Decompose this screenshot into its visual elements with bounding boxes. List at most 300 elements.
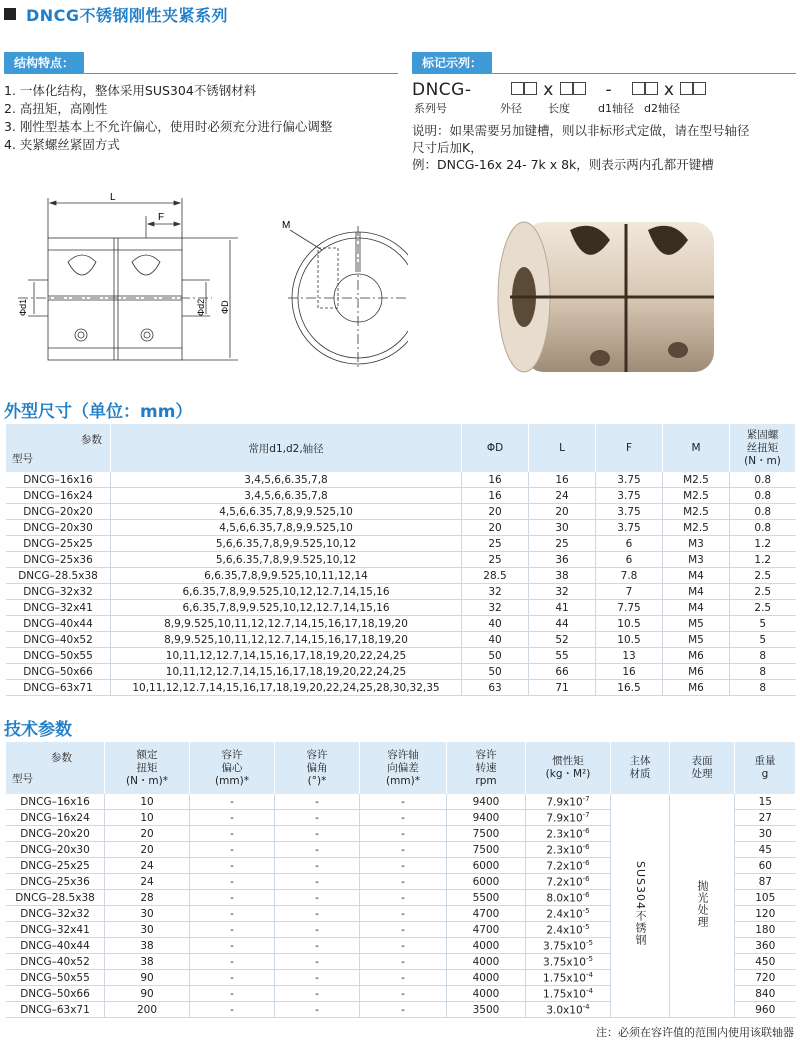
model-cell: DNCG–50x66 xyxy=(6,986,105,1002)
inertia-cell xyxy=(526,938,611,954)
dims-cell: 41 xyxy=(529,600,596,616)
note-line: 说明：如果需要另加键槽，则以非标形式定做，请在型号轴径 xyxy=(412,123,750,138)
note-line: 例：DNCG-16x 24- 7k x 8k，则表示两内孔都开键槽 xyxy=(412,157,714,172)
model-cell: DNCG–16x24 xyxy=(6,810,105,826)
label-d1: d1轴径 xyxy=(598,102,634,115)
dims-cell: 2.5 xyxy=(754,585,772,598)
header-line: 丝扭矩 xyxy=(746,441,779,454)
weight-cell: 27 xyxy=(735,810,796,826)
header-inertia xyxy=(526,742,611,794)
tech-cell: 24 xyxy=(105,858,190,874)
inertia-base: 2.3x10 xyxy=(546,828,583,841)
code-x: x xyxy=(543,80,554,100)
footnote: 注：必须在容许值的范围内使用该联轴器 xyxy=(596,1026,794,1039)
dims-cell: 8 xyxy=(759,665,767,678)
tech-cell: 4000 xyxy=(447,970,526,986)
inertia-exponent: -6 xyxy=(582,826,590,835)
tech-cell: - xyxy=(360,858,447,874)
weight-cell: 30 xyxy=(735,826,796,842)
inertia-exponent: -5 xyxy=(585,954,593,963)
dims-cell: 66 xyxy=(529,664,596,680)
dims-cell: 32 xyxy=(529,584,596,600)
inertia-base: 7.9x10 xyxy=(546,812,583,825)
dims-cell: M4 xyxy=(663,584,730,600)
header-weight xyxy=(735,742,796,794)
dims-row xyxy=(6,488,796,504)
dims-cell: M2.5 xyxy=(663,488,730,504)
dims-cell: 71 xyxy=(529,680,596,696)
dims-cell: 10,11,12,12.7,14,15,16,17,18,19,20,22,24,25,28,30,32,35 xyxy=(111,680,462,696)
dims-cell: M2.5 xyxy=(663,504,730,520)
tech-cell: - xyxy=(275,954,360,970)
dims-cell: 1.2 xyxy=(754,553,772,566)
label-length: 长度 xyxy=(548,102,570,115)
model-cell: DNCG–25x36 xyxy=(6,874,105,890)
dims-cell: 10,11,12,12.7,14,15,16,17,18,19,20,22,24,25 xyxy=(111,664,462,680)
tech-cell: 3500 xyxy=(447,1002,526,1018)
dim-d2-label: Φd2 xyxy=(196,298,206,316)
box-icon xyxy=(645,82,658,95)
tech-cell: 30 xyxy=(105,906,190,922)
dims-header-row xyxy=(6,424,796,472)
label-od: 外径 xyxy=(500,102,522,115)
header-rpm xyxy=(447,742,526,794)
tech-cell: 6000 xyxy=(447,874,526,890)
dims-cell: 7.75 xyxy=(596,600,663,616)
tech-cell: - xyxy=(275,826,360,842)
tech-cell: 4000 xyxy=(447,954,526,970)
weight-cell: 15 xyxy=(735,794,796,810)
dims-cell: 10,11,12,12.7,14,15,16,17,18,19,20,22,24,25 xyxy=(111,648,462,664)
inertia-cell xyxy=(526,794,611,810)
dims-cell: 36 xyxy=(529,552,596,568)
inertia-cell xyxy=(526,810,611,826)
header-shaft: 常用d1,d2,轴径 xyxy=(111,424,462,472)
inertia-exponent: -6 xyxy=(582,842,590,851)
dims-cell: 5 xyxy=(759,633,767,646)
header-line: 处理 xyxy=(691,768,713,780)
example-divider xyxy=(492,73,796,74)
dims-row xyxy=(6,568,796,584)
end-view-drawing xyxy=(268,212,408,372)
dims-cell: 52 xyxy=(529,632,596,648)
dims-cell: 3.75 xyxy=(596,472,663,488)
tech-cell: - xyxy=(360,874,447,890)
header-line: (N・m) xyxy=(744,454,781,467)
corner-bottom: 型号 xyxy=(12,453,33,465)
model-cell: DNCG–32x41 xyxy=(6,922,105,938)
tech-cell: 7500 xyxy=(447,826,526,842)
tech-cell: - xyxy=(275,874,360,890)
example-section xyxy=(412,52,796,173)
inertia-base: 7.2x10 xyxy=(546,876,583,889)
features-badge: 结构特点： xyxy=(4,52,84,74)
inertia-cell xyxy=(526,986,611,1002)
model-cell: DNCG–40x44 xyxy=(6,616,111,632)
example-badge: 标记示列： xyxy=(412,52,492,74)
box-icon xyxy=(524,82,537,95)
model-cell: DNCG–28.5x38 xyxy=(6,568,111,584)
tech-cell: - xyxy=(275,1002,360,1018)
inertia-exponent: -6 xyxy=(582,874,590,883)
tech-cell: - xyxy=(190,970,275,986)
tech-cell: - xyxy=(190,826,275,842)
tech-cell: - xyxy=(190,954,275,970)
inertia-base: 2.4x10 xyxy=(546,908,583,921)
dims-cell: 6 xyxy=(596,552,663,568)
header-line: 转速 xyxy=(475,761,497,774)
weight-cell: 180 xyxy=(735,922,796,938)
dims-cell: 32 xyxy=(462,584,529,600)
header-line: 偏心 xyxy=(221,761,243,774)
dims-cell: 44 xyxy=(529,616,596,632)
model-cell: DNCG–16x16 xyxy=(6,472,111,488)
header-line: rpm xyxy=(475,774,497,787)
tech-cell: - xyxy=(360,938,447,954)
header-D: ΦD xyxy=(462,424,529,472)
header-line: g xyxy=(761,768,769,780)
tech-cell: - xyxy=(360,970,447,986)
weight-cell: 120 xyxy=(735,906,796,922)
header-line: 材质 xyxy=(629,768,651,780)
dims-row xyxy=(6,632,796,648)
inertia-cell xyxy=(526,922,611,938)
inertia-base: 7.2x10 xyxy=(546,860,583,873)
dims-row xyxy=(6,664,796,680)
dims-cell: 3.75 xyxy=(596,520,663,536)
dims-cell: 3.75 xyxy=(596,504,663,520)
dims-row xyxy=(6,520,796,536)
tech-cell: - xyxy=(275,810,360,826)
inertia-base: 1.75x10 xyxy=(543,988,586,1001)
tech-cell: - xyxy=(190,842,275,858)
tech-cell: 90 xyxy=(105,970,190,986)
dims-cell: 6,6.35,7,8,9,9.525,10,11,12,14 xyxy=(111,568,462,584)
dims-row xyxy=(6,536,796,552)
dims-cell: 0.8 xyxy=(754,489,772,502)
dims-cell: 8,9,9.525,10,11,12,12.7,14,15,16,17,18,19,20 xyxy=(111,616,462,632)
inertia-base: 3.75x10 xyxy=(543,956,586,969)
tech-cell: 4700 xyxy=(447,906,526,922)
dims-cell: 40 xyxy=(462,632,529,648)
dims-cell: 5,6,6.35,7,8,9,9.525,10,12 xyxy=(111,552,462,568)
features-divider xyxy=(84,73,398,74)
dims-cell: 1.2 xyxy=(754,537,772,550)
dims-row xyxy=(6,680,796,696)
header-line: 重量 xyxy=(754,755,776,767)
tech-cell: - xyxy=(275,906,360,922)
page-title-row xyxy=(4,4,228,24)
dims-cell: 8,9,9.525,10,11,12,12.7,14,15,16,17,18,19,20 xyxy=(111,632,462,648)
dims-row xyxy=(6,472,796,488)
dims-cell: 20 xyxy=(529,504,596,520)
inertia-exponent: -6 xyxy=(582,890,590,899)
dims-row xyxy=(6,648,796,664)
header-line: 容许 xyxy=(306,748,328,761)
weight-cell: 720 xyxy=(735,970,796,986)
dims-heading: 外型尺寸（单位：mm） xyxy=(4,402,193,422)
header-line: 向偏差 xyxy=(387,761,419,774)
title-square-icon xyxy=(4,8,16,20)
header-line: 主体 xyxy=(629,755,651,767)
dims-corner-header xyxy=(6,424,111,472)
tech-cell: 200 xyxy=(105,1002,190,1018)
dims-cell: 25 xyxy=(462,536,529,552)
dims-cell: 0.8 xyxy=(754,505,772,518)
box-icon xyxy=(560,82,573,95)
material-cell xyxy=(611,794,670,1018)
corner-top: 参数 xyxy=(51,752,72,764)
tech-cell: - xyxy=(360,794,447,810)
tech-cell: - xyxy=(275,922,360,938)
dim-L-label: L xyxy=(110,192,116,203)
tech-cell: - xyxy=(360,954,447,970)
model-cell: DNCG–40x52 xyxy=(6,632,111,648)
dims-cell: 40 xyxy=(462,616,529,632)
box-icon xyxy=(680,82,693,95)
dims-cell: M5 xyxy=(663,632,730,648)
header-L: L xyxy=(529,424,596,472)
header-line: (mm)* xyxy=(215,774,249,787)
tech-cell: 9400 xyxy=(447,794,526,810)
dims-cell: M6 xyxy=(663,664,730,680)
tech-cell: 24 xyxy=(105,874,190,890)
model-cell: DNCG–20x30 xyxy=(6,842,105,858)
inertia-cell xyxy=(526,1002,611,1018)
dim-d1-label: Φd1 xyxy=(18,298,28,316)
tech-cell: 4700 xyxy=(447,922,526,938)
code-dash: - xyxy=(605,80,613,100)
header-screw-torque xyxy=(730,424,796,472)
dims-cell: 20 xyxy=(462,520,529,536)
header-line: (°)* xyxy=(307,774,327,787)
label-d2: d2轴径 xyxy=(644,102,680,115)
dims-cell: 28.5 xyxy=(462,568,529,584)
tech-cell: - xyxy=(190,810,275,826)
tech-cell: - xyxy=(360,826,447,842)
box-icon xyxy=(573,82,586,95)
inertia-cell xyxy=(526,906,611,922)
tech-cell: - xyxy=(190,794,275,810)
dims-cell: 50 xyxy=(462,664,529,680)
tech-cell: - xyxy=(190,938,275,954)
header-line: 额定 xyxy=(136,748,158,761)
dims-table xyxy=(6,424,796,696)
tech-cell: 38 xyxy=(105,938,190,954)
dims-cell: 2.5 xyxy=(754,601,772,614)
dims-row xyxy=(6,584,796,600)
tech-cell: 10 xyxy=(105,794,190,810)
tech-cell: - xyxy=(360,922,447,938)
tech-header-row xyxy=(6,742,796,794)
feature-item: 3. 刚性型基本上不允许偏心，使用时必须充分进行偏心调整 xyxy=(4,119,333,134)
header-line: (N・m)* xyxy=(125,774,169,787)
code-prefix: DNCG- xyxy=(412,80,472,100)
tech-cell: 90 xyxy=(105,986,190,1002)
tech-cell: - xyxy=(360,842,447,858)
model-cell: DNCG–20x30 xyxy=(6,520,111,536)
dims-row xyxy=(6,504,796,520)
tech-cell: - xyxy=(190,874,275,890)
dims-cell: 32 xyxy=(462,600,529,616)
inertia-base: 2.3x10 xyxy=(546,844,583,857)
header-line: 容许 xyxy=(221,748,243,761)
dims-cell: 4,5,6,6.35,7,8,9,9.525,10 xyxy=(111,520,462,536)
inertia-cell xyxy=(526,826,611,842)
dims-row xyxy=(6,616,796,632)
header-material xyxy=(611,742,670,794)
header-line: 扭矩 xyxy=(136,761,158,774)
dims-cell: 16 xyxy=(596,664,663,680)
model-cell: DNCG–16x16 xyxy=(6,794,105,810)
dims-cell: 16.5 xyxy=(596,680,663,696)
box-icon xyxy=(511,82,524,95)
code-sub-labels xyxy=(412,100,796,116)
inertia-exponent: -5 xyxy=(582,906,590,915)
example-code xyxy=(412,80,796,100)
header-M: M xyxy=(663,424,730,472)
header-eccentric xyxy=(190,742,275,794)
model-cell: DNCG–50x66 xyxy=(6,664,111,680)
tech-cell: - xyxy=(360,986,447,1002)
dims-cell: 6,6.35,7,8,9,9.525,10,12,12.7,14,15,16 xyxy=(111,584,462,600)
dims-cell: M2.5 xyxy=(663,472,730,488)
inertia-base: 8.0x10 xyxy=(546,892,583,905)
inertia-exponent: -5 xyxy=(582,922,590,931)
model-cell: DNCG–25x25 xyxy=(6,858,105,874)
feature-item: 1. 一体化结构，整体采用SUS304不锈钢材料 xyxy=(4,83,257,98)
tech-cell: - xyxy=(275,970,360,986)
dims-cell: 30 xyxy=(529,520,596,536)
tech-cell: - xyxy=(275,890,360,906)
model-cell: DNCG–50x55 xyxy=(6,970,105,986)
dims-cell: 24 xyxy=(529,488,596,504)
model-cell: DNCG–32x32 xyxy=(6,584,111,600)
model-cell: DNCG–32x41 xyxy=(6,600,111,616)
side-view-drawing xyxy=(10,190,240,375)
weight-cell: 360 xyxy=(735,938,796,954)
dims-cell: M6 xyxy=(663,680,730,696)
tech-cell: 38 xyxy=(105,954,190,970)
dims-cell: M3 xyxy=(663,536,730,552)
tech-cell: 6000 xyxy=(447,858,526,874)
model-cell: DNCG–16x24 xyxy=(6,488,111,504)
header-line: 容许 xyxy=(475,748,497,761)
model-cell: DNCG–25x25 xyxy=(6,536,111,552)
dims-cell: 8 xyxy=(759,681,767,694)
code-x: x xyxy=(663,80,675,100)
dims-row xyxy=(6,600,796,616)
model-cell: DNCG–20x20 xyxy=(6,826,105,842)
dims-cell: 0.8 xyxy=(754,521,772,534)
tech-cell: - xyxy=(190,922,275,938)
dims-cell: 3,4,5,6,6.35,7,8 xyxy=(111,472,462,488)
dims-cell: 16 xyxy=(462,488,529,504)
note-line: 尺寸后加K， xyxy=(412,140,483,155)
dims-cell: 25 xyxy=(529,536,596,552)
tech-cell: - xyxy=(360,1002,447,1018)
box-icon xyxy=(693,82,706,95)
tech-cell: - xyxy=(275,794,360,810)
weight-cell: 960 xyxy=(735,1002,796,1018)
inertia-exponent: -7 xyxy=(582,794,590,803)
product-image xyxy=(490,200,740,385)
inertia-base: 3.75x10 xyxy=(543,940,586,953)
tech-cell: - xyxy=(275,858,360,874)
tech-cell: 4000 xyxy=(447,938,526,954)
model-cell: DNCG–20x20 xyxy=(6,504,111,520)
tech-cell: 28 xyxy=(105,890,190,906)
surface-text: 抛光处理 xyxy=(696,880,709,928)
corner-top: 参数 xyxy=(81,434,102,446)
weight-cell: 45 xyxy=(735,842,796,858)
dims-cell: 6,6.35,7,8,9,9.525,10,12,12.7,14,15,16 xyxy=(111,600,462,616)
dims-cell: M3 xyxy=(663,552,730,568)
inertia-base: 3.0x10 xyxy=(546,1004,583,1017)
model-cell: DNCG–63x71 xyxy=(6,680,111,696)
dims-cell: 16 xyxy=(529,472,596,488)
dim-F-label: F xyxy=(158,212,165,223)
weight-cell: 87 xyxy=(735,874,796,890)
tech-cell: - xyxy=(190,986,275,1002)
model-cell: DNCG–50x55 xyxy=(6,648,111,664)
header-axial xyxy=(360,742,447,794)
dims-cell: M5 xyxy=(663,616,730,632)
tech-cell: 30 xyxy=(105,922,190,938)
tech-cell: - xyxy=(360,906,447,922)
header-line: 容许轴 xyxy=(387,748,419,761)
tech-row xyxy=(6,794,796,810)
header-line: 表面 xyxy=(691,755,713,767)
tech-cell: - xyxy=(360,810,447,826)
tech-cell: 20 xyxy=(105,826,190,842)
model-cell: DNCG–40x52 xyxy=(6,954,105,970)
tech-cell: - xyxy=(275,938,360,954)
dim-M-label: M xyxy=(282,220,291,231)
tech-cell: 7500 xyxy=(447,842,526,858)
weight-cell: 450 xyxy=(735,954,796,970)
inertia-exponent: -5 xyxy=(585,938,593,947)
tech-cell: - xyxy=(360,890,447,906)
header-line: (mm)* xyxy=(386,774,420,787)
surface-cell xyxy=(670,794,735,1018)
dims-cell: 50 xyxy=(462,648,529,664)
tech-corner-header xyxy=(6,742,105,794)
weight-cell: 105 xyxy=(735,890,796,906)
features-section xyxy=(4,52,398,154)
dims-cell: M6 xyxy=(663,648,730,664)
header-angle xyxy=(275,742,360,794)
tech-cell: - xyxy=(190,906,275,922)
dims-cell: 3,4,5,6,6.35,7,8 xyxy=(111,488,462,504)
tech-cell: 4000 xyxy=(447,986,526,1002)
model-cell: DNCG–28.5x38 xyxy=(6,890,105,906)
tech-table xyxy=(6,742,796,1018)
inertia-exponent: -4 xyxy=(582,1002,590,1011)
weight-cell: 840 xyxy=(735,986,796,1002)
dims-cell: 3.75 xyxy=(596,488,663,504)
tech-cell: - xyxy=(190,858,275,874)
inertia-cell xyxy=(526,954,611,970)
tech-cell: 9400 xyxy=(447,810,526,826)
box-icon xyxy=(632,82,645,95)
inertia-cell xyxy=(526,890,611,906)
dims-row xyxy=(6,552,796,568)
dims-cell: M4 xyxy=(663,600,730,616)
dims-cell: 16 xyxy=(462,472,529,488)
inertia-exponent: -7 xyxy=(582,810,590,819)
tech-cell: 5500 xyxy=(447,890,526,906)
